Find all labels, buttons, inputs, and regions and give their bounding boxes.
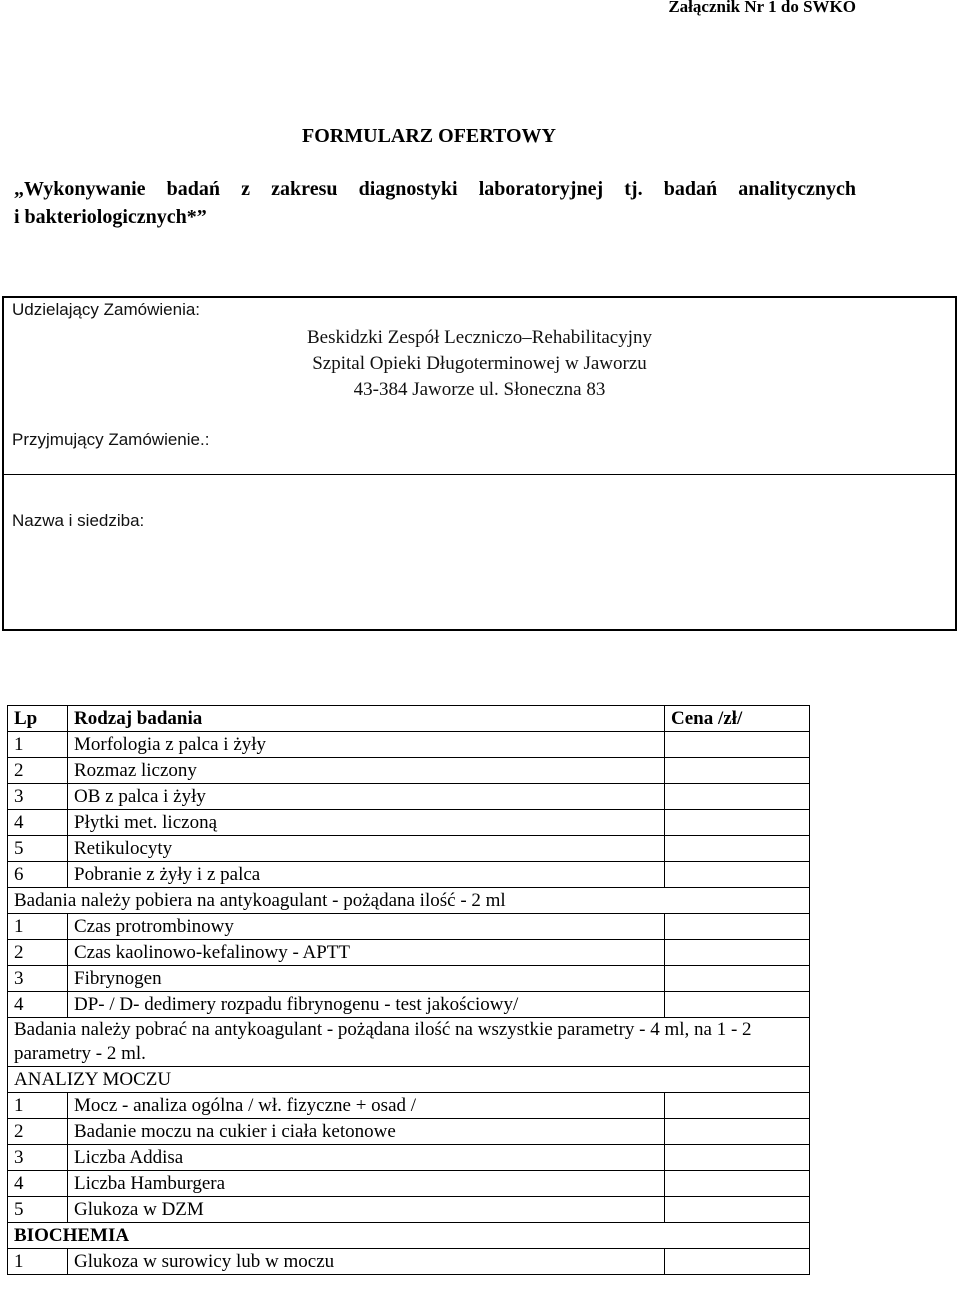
table-row [8, 940, 810, 966]
row-price-cell[interactable] [665, 1197, 810, 1223]
row-test-name: Morfologia z palca i żyły [68, 732, 665, 758]
row-price-cell[interactable] [665, 1145, 810, 1171]
row-lp: 5 [8, 1197, 68, 1223]
row-lp: 1 [8, 1249, 68, 1275]
sampling-note-2: Badania należy pobrać na antykoagulant - pożądana ilość na wszystkie parametry - 4 ml, na 1 - 2 parametry - 2 ml. [8, 1018, 810, 1067]
row-test-name: DP- / D- dedimery rozpadu fibrynogenu - test jakościowy/ [68, 992, 665, 1018]
table-row [8, 1145, 810, 1171]
ordering-party-name-2: Szpital Opieki Długoterminowej w Jaworzu [312, 353, 647, 374]
form-title: FORMULARZ OFERTOWY [302, 125, 556, 147]
table-row [8, 732, 810, 758]
row-lp: 1 [8, 1093, 68, 1119]
row-lp: 4 [8, 992, 68, 1018]
row-lp: 2 [8, 758, 68, 784]
row-price-cell[interactable] [665, 784, 810, 810]
row-test-name: Glukoza w surowicy lub w moczu [68, 1249, 665, 1275]
row-lp: 4 [8, 810, 68, 836]
row-price-cell[interactable] [665, 914, 810, 940]
row-price-cell[interactable] [665, 810, 810, 836]
row-test-name: Pobranie z żyły i z palca [68, 862, 665, 888]
header-test-type: Rodzaj badania [68, 706, 665, 732]
section-biochemistry-row [8, 1223, 810, 1249]
subject-line-2: i bakteriologicznych*” [14, 206, 207, 228]
row-lp: 1 [8, 732, 68, 758]
name-and-seat-label[interactable]: Nazwa i siedziba: [12, 511, 145, 530]
row-price-cell[interactable] [665, 992, 810, 1018]
row-lp: 4 [8, 1171, 68, 1197]
table-row [8, 1171, 810, 1197]
table-row [8, 1093, 810, 1119]
row-lp: 5 [8, 836, 68, 862]
table-row [8, 810, 810, 836]
row-test-name: Liczba Hamburgera [68, 1171, 665, 1197]
row-test-name: Fibrynogen [68, 966, 665, 992]
section-biochemistry: BIOCHEMIA [8, 1223, 810, 1249]
row-price-cell[interactable] [665, 836, 810, 862]
table-row [8, 966, 810, 992]
row-test-name: Rozmaz liczony [68, 758, 665, 784]
row-lp: 3 [8, 1145, 68, 1171]
row-price-cell[interactable] [665, 940, 810, 966]
parties-box [2, 296, 957, 631]
subject-line-1: „Wykonywanie badań z zakresu diagnostyki laboratoryjnej tj. badań analitycznych [14, 178, 856, 200]
row-lp: 1 [8, 914, 68, 940]
table-row [8, 914, 810, 940]
sampling-note-1-row [8, 888, 810, 914]
table-row [8, 1119, 810, 1145]
row-test-name: Badanie moczu na cukier i ciała ketonowe [68, 1119, 665, 1145]
row-price-cell[interactable] [665, 1119, 810, 1145]
divider [4, 474, 955, 475]
row-lp: 6 [8, 862, 68, 888]
sampling-note-2-row [8, 1018, 810, 1067]
row-test-name: Glukoza w DZM [68, 1197, 665, 1223]
row-test-name: Płytki met. liczoną [68, 810, 665, 836]
table-row [8, 1249, 810, 1275]
header-lp: Lp [8, 706, 68, 732]
row-lp: 3 [8, 966, 68, 992]
row-price-cell[interactable] [665, 1093, 810, 1119]
row-price-cell[interactable] [665, 862, 810, 888]
table-row [8, 862, 810, 888]
attachment-label: Załącznik Nr 1 do SWKO [668, 0, 856, 16]
row-test-name: Czas protrombinowy [68, 914, 665, 940]
row-price-cell[interactable] [665, 1249, 810, 1275]
row-price-cell[interactable] [665, 758, 810, 784]
ordering-party-label: Udzielający Zamówienia: [12, 300, 201, 319]
section-urine-analysis-row [8, 1067, 810, 1093]
row-test-name: OB z palca i żyły [68, 784, 665, 810]
table-row [8, 836, 810, 862]
row-test-name: Mocz - analiza ogólna / wł. fizyczne + osad / [68, 1093, 665, 1119]
ordering-party-name-1: Beskidzki Zespół Leczniczo–Rehabilitacyjny [306, 327, 653, 348]
ordering-party-details [4, 325, 955, 403]
table-row [8, 758, 810, 784]
section-urine-analysis: ANALIZY MOCZU [8, 1067, 810, 1093]
row-price-cell[interactable] [665, 732, 810, 758]
table-row [8, 1197, 810, 1223]
table-header-row [8, 706, 810, 732]
row-lp: 2 [8, 940, 68, 966]
header-price: Cena /zł/ [665, 706, 810, 732]
sampling-note-1: Badania należy pobiera na antykoagulant - pożądana ilość - 2 ml [8, 888, 810, 914]
receiving-party-label: Przyjmujący Zamówienie.: [12, 430, 210, 449]
row-lp: 3 [8, 784, 68, 810]
table-row [8, 992, 810, 1018]
ordering-party-address: 43-384 Jaworze ul. Słoneczna 83 [353, 379, 606, 400]
row-test-name: Liczba Addisa [68, 1145, 665, 1171]
row-test-name: Czas kaolinowo-kefalinowy - APTT [68, 940, 665, 966]
row-price-cell[interactable] [665, 1171, 810, 1197]
row-lp: 2 [8, 1119, 68, 1145]
row-price-cell[interactable] [665, 966, 810, 992]
table-row [8, 784, 810, 810]
tests-table [7, 705, 810, 1275]
row-test-name: Retikulocyty [68, 836, 665, 862]
